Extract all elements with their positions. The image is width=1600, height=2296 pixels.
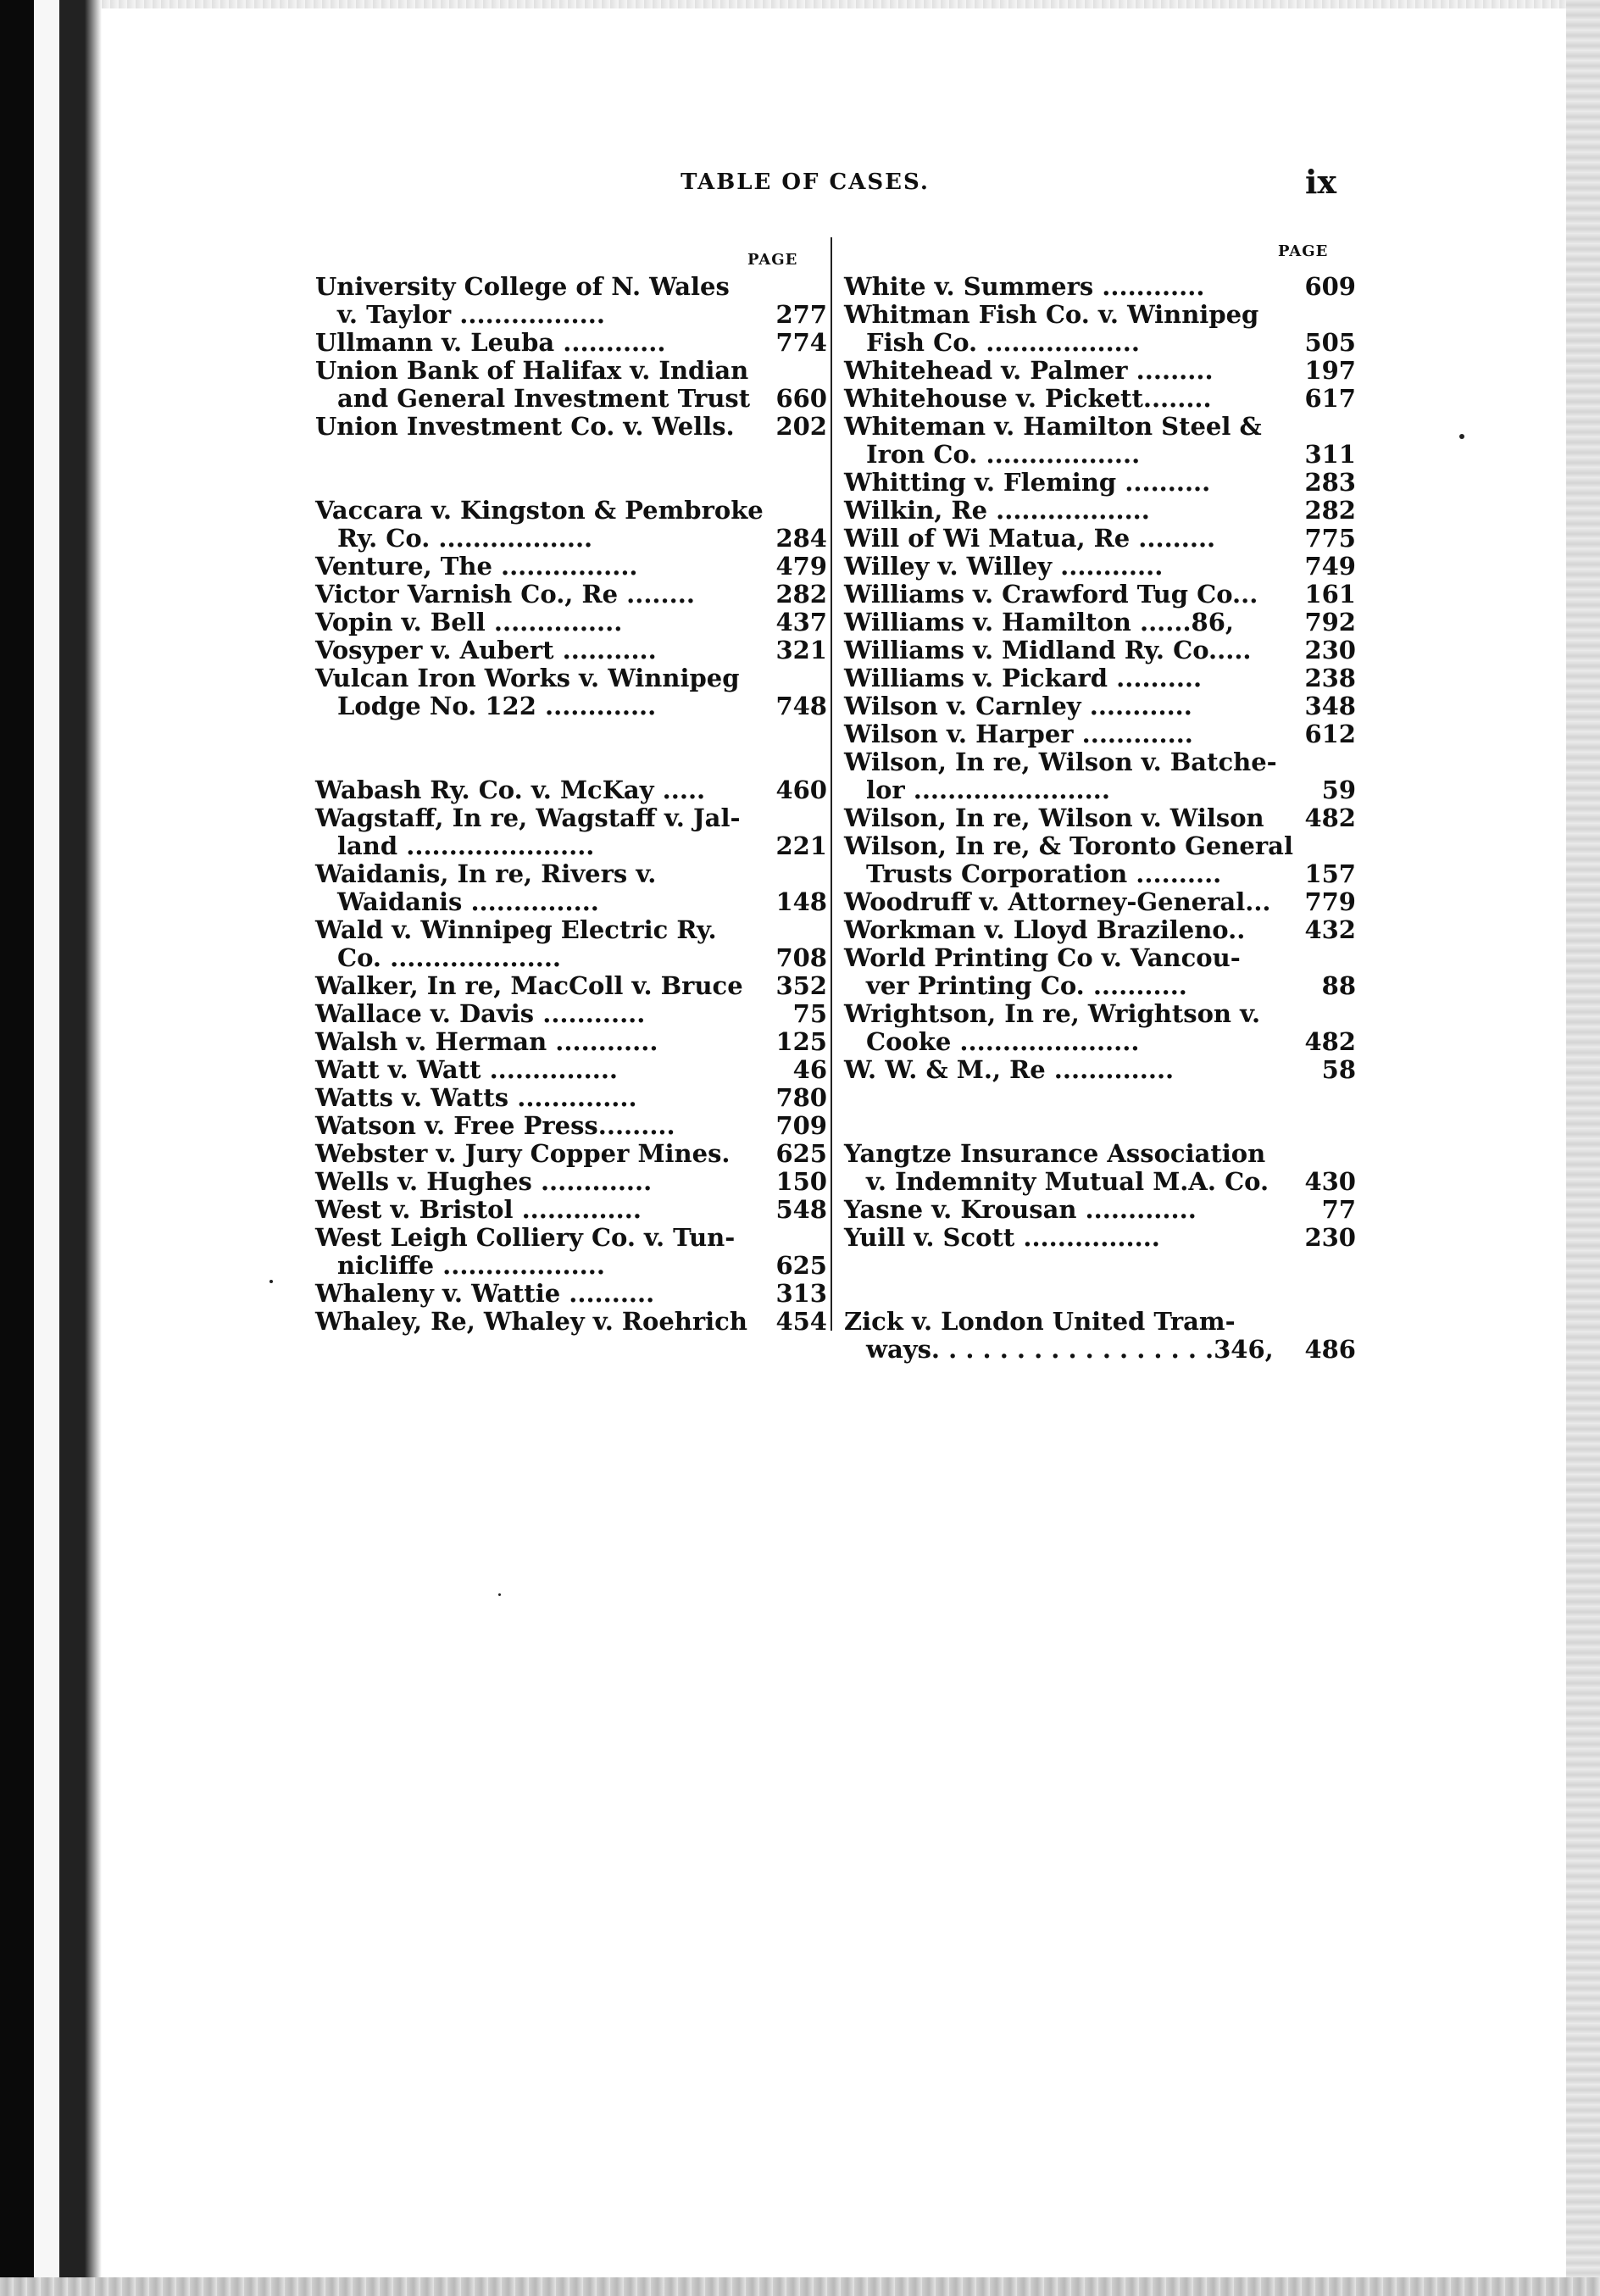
case-page-number: 482 — [1304, 1027, 1356, 1056]
case-entry — [315, 860, 827, 888]
case-name: Workman v. Lloyd Brazileno.. — [844, 915, 1246, 944]
case-entry — [844, 1308, 1356, 1336]
case-page-number: 88 — [1321, 971, 1356, 1000]
case-entry-continuation — [315, 888, 827, 916]
case-name: Webster v. Jury Copper Mines. — [315, 1139, 731, 1168]
case-name: Ullmann v. Leuba ............ — [315, 328, 666, 357]
case-entry — [844, 916, 1356, 944]
case-name: University College of N. Wales — [315, 272, 730, 301]
case-name: Waidanis, In re, Rivers v. — [315, 859, 657, 888]
case-page-number: 749 — [1304, 552, 1356, 581]
case-name: Williams v. Hamilton ......86, — [844, 608, 1235, 637]
case-page-number: 625 — [775, 1251, 827, 1280]
case-entry — [844, 748, 1356, 776]
case-name: nicliffe ................... — [337, 1251, 605, 1280]
case-page-number: 230 — [1304, 636, 1356, 664]
case-page-number: 230 — [1304, 1223, 1356, 1252]
case-page-number: 709 — [775, 1111, 827, 1140]
case-name: Watson v. Free Press......... — [315, 1111, 675, 1140]
case-entry — [844, 1056, 1356, 1084]
case-name: Wells v. Hughes ............. — [315, 1167, 653, 1196]
case-page-number: 150 — [775, 1167, 827, 1196]
case-name: Wallace v. Davis ............ — [315, 999, 646, 1028]
case-entry-continuation — [315, 944, 827, 972]
case-name: Whitehead v. Palmer ......... — [844, 356, 1214, 385]
case-name: Yuill v. Scott ................ — [844, 1223, 1160, 1252]
binding-edge-right — [1566, 0, 1600, 2296]
case-name: lor ....................... — [866, 776, 1110, 804]
case-name: Union Investment Co. v. Wells. — [315, 412, 735, 441]
scan-edge-top — [102, 0, 1566, 8]
case-name: Vopin v. Bell ............... — [315, 608, 623, 637]
case-entry — [844, 1000, 1356, 1028]
case-entry-continuation — [844, 329, 1356, 357]
case-page-number: 157 — [1304, 859, 1356, 888]
case-name: Yasne v. Krousan ............. — [844, 1195, 1197, 1224]
case-page-number: 348 — [1304, 692, 1356, 720]
case-entry — [844, 357, 1356, 385]
case-name: land ...................... — [337, 831, 595, 860]
case-page-number: 625 — [775, 1139, 827, 1168]
case-name: Cooke ..................... — [866, 1027, 1140, 1056]
case-entry — [315, 1308, 827, 1336]
case-name: Walsh v. Herman ............ — [315, 1027, 658, 1056]
case-page-number: 430 — [1304, 1167, 1356, 1196]
case-entry — [315, 1028, 827, 1056]
case-entry — [315, 637, 827, 664]
case-name: Wilson, In re, Wilson v. Wilson — [844, 803, 1264, 832]
case-entry — [315, 609, 827, 637]
case-name: Vaccara v. Kingston & Pembroke — [315, 496, 764, 525]
case-entry — [844, 497, 1356, 525]
scan-edge-bottom — [0, 2277, 1600, 2296]
case-name: West Leigh Colliery Co. v. Tun- — [315, 1223, 736, 1252]
case-name: Iron Co. .................. — [866, 440, 1141, 469]
case-name: Whitting v. Fleming .......... — [844, 468, 1211, 497]
entry-spacer — [844, 1252, 1356, 1280]
case-entry — [315, 1168, 827, 1196]
case-entry-continuation — [315, 1252, 827, 1280]
case-name: Lodge No. 122 ............. — [337, 692, 657, 720]
case-name: Whaley, Re, Whaley v. Roehrich — [315, 1307, 747, 1336]
case-page-number: 708 — [775, 943, 827, 972]
case-name: Vulcan Iron Works v. Winnipeg — [315, 664, 740, 692]
case-entry — [844, 413, 1356, 441]
case-entry — [315, 804, 827, 832]
case-name: Ry. Co. .................. — [337, 524, 593, 553]
case-entry — [315, 273, 827, 301]
case-name: Wilson, In re, Wilson v. Batche- — [844, 748, 1277, 776]
case-page-number: 311 — [1304, 440, 1356, 469]
case-page-number: 238 — [1304, 664, 1356, 692]
case-entry-continuation — [315, 832, 827, 860]
case-name: Trusts Corporation .......... — [866, 859, 1222, 888]
case-page-number: 197 — [1304, 356, 1356, 385]
case-entry — [315, 413, 827, 441]
case-name: Wagstaff, In re, Wagstaff v. Jal- — [315, 803, 741, 832]
case-page-number: 77 — [1321, 1195, 1356, 1224]
case-page-number: 482 — [1304, 803, 1356, 832]
case-name: Wilkin, Re .................. — [844, 496, 1150, 525]
page-column-label-left: PAGE — [747, 251, 798, 269]
case-name: Wilson, In re, & Toronto General — [844, 831, 1293, 860]
case-entry — [844, 888, 1356, 916]
case-page-number: 775 — [1304, 524, 1356, 553]
case-page-number: 75 — [792, 999, 827, 1028]
case-name: Whiteman v. Hamilton Steel & — [844, 412, 1262, 441]
entry-spacer — [844, 1280, 1356, 1308]
case-name: Union Bank of Halifax v. Indian — [315, 356, 749, 385]
right-column — [844, 273, 1356, 1364]
case-name: Williams v. Midland Ry. Co..... — [844, 636, 1252, 664]
case-name: Venture, The ................ — [315, 552, 638, 581]
case-page-number: 125 — [775, 1027, 827, 1056]
case-entry — [315, 1196, 827, 1224]
case-name: White v. Summers ............ — [844, 272, 1205, 301]
case-entry — [315, 497, 827, 525]
entry-spacer — [844, 1084, 1356, 1112]
case-name: Whitman Fish Co. v. Winnipeg — [844, 300, 1259, 329]
column-divider — [831, 237, 832, 1331]
case-page-number: 779 — [1304, 887, 1356, 916]
case-name: and General Investment Trust — [337, 384, 751, 413]
case-entry-continuation — [844, 1336, 1356, 1364]
case-name: Co. .................... — [337, 943, 562, 972]
binding-edge-left — [0, 0, 102, 2296]
case-page-number: 46 — [792, 1055, 827, 1084]
case-name: v. Taylor ................. — [337, 300, 605, 329]
case-page-number: 792 — [1304, 608, 1356, 637]
case-name: Wrightson, In re, Wrightson v. — [844, 999, 1261, 1028]
case-name: Walker, In re, MacColl v. Bruce — [315, 971, 743, 1000]
case-page-number: 202 — [775, 412, 827, 441]
case-entry — [844, 1140, 1356, 1168]
entry-spacer — [844, 1112, 1356, 1140]
entry-spacer — [315, 441, 827, 469]
case-entry-continuation — [844, 441, 1356, 469]
case-entry — [315, 664, 827, 692]
case-name: Williams v. Pickard .......... — [844, 664, 1203, 692]
case-page-number: 282 — [775, 580, 827, 609]
case-name: Watts v. Watts .............. — [315, 1083, 637, 1112]
case-page-number: 59 — [1321, 776, 1356, 804]
case-entry — [315, 357, 827, 385]
case-page-number: 660 — [775, 384, 827, 413]
case-name: Wilson v. Carnley ............ — [844, 692, 1192, 720]
case-name: World Printing Co v. Vancou- — [844, 943, 1241, 972]
case-page-number: 780 — [775, 1083, 827, 1112]
case-entry — [844, 469, 1356, 497]
case-entry — [315, 1280, 827, 1308]
case-name: ver Printing Co. ........... — [866, 971, 1187, 1000]
page-column-label-right: PAGE — [1278, 242, 1329, 260]
case-entry — [844, 1224, 1356, 1252]
case-entry-continuation — [315, 525, 827, 553]
case-page-number: 505 — [1304, 328, 1356, 357]
entry-spacer — [315, 469, 827, 497]
case-name: Waidanis ............... — [337, 887, 599, 916]
case-entry — [844, 637, 1356, 664]
case-entry-continuation — [315, 385, 827, 413]
case-page-number: 437 — [775, 608, 827, 637]
case-page-number: 161 — [1304, 580, 1356, 609]
entry-spacer — [315, 748, 827, 776]
case-page-number: 282 — [1304, 496, 1356, 525]
case-entry — [844, 1196, 1356, 1224]
case-entry — [844, 525, 1356, 553]
case-page-number: 313 — [775, 1279, 827, 1308]
case-name: v. Indemnity Mutual M.A. Co. — [866, 1167, 1269, 1196]
case-entry — [315, 1140, 827, 1168]
case-name: Vosyper v. Aubert ........... — [315, 636, 657, 664]
page-number: ix — [1305, 163, 1337, 201]
case-entry — [844, 804, 1356, 832]
case-entry — [844, 581, 1356, 609]
entry-spacer — [315, 720, 827, 748]
case-entry-continuation — [844, 1168, 1356, 1196]
case-entry — [315, 553, 827, 581]
case-name: W. W. & M., Re .............. — [844, 1055, 1175, 1084]
case-page-number: 352 — [775, 971, 827, 1000]
case-page-number: 479 — [775, 552, 827, 581]
case-name: Watt v. Watt ............... — [315, 1055, 619, 1084]
case-page-number: 221 — [775, 831, 827, 860]
case-name: Whaleny v. Wattie .......... — [315, 1279, 655, 1308]
case-entry — [844, 720, 1356, 748]
case-page-number: 748 — [775, 692, 827, 720]
case-entry — [844, 664, 1356, 692]
case-name: Willey v. Willey ............ — [844, 552, 1164, 581]
case-page-number: 277 — [775, 300, 827, 329]
case-entry — [315, 916, 827, 944]
case-page-number: 612 — [1304, 720, 1356, 748]
case-page-number: 617 — [1304, 384, 1356, 413]
case-page-number: 454 — [775, 1307, 827, 1336]
case-entry-continuation — [844, 860, 1356, 888]
case-name: Zick v. London United Tram- — [844, 1307, 1236, 1336]
case-name: Wilson v. Harper ............. — [844, 720, 1193, 748]
case-entry — [844, 609, 1356, 637]
case-entry-continuation — [844, 776, 1356, 804]
case-entry — [315, 1056, 827, 1084]
case-page-number: 58 — [1321, 1055, 1356, 1084]
case-name: Whitehouse v. Pickett........ — [844, 384, 1212, 413]
case-page-number: 774 — [775, 328, 827, 357]
left-column — [315, 273, 827, 1336]
case-page-number: 321 — [775, 636, 827, 664]
case-entry — [844, 944, 1356, 972]
case-name: ways. . . . . . . . . . . . . . . . .346, — [866, 1335, 1274, 1364]
case-name: Williams v. Crawford Tug Co... — [844, 580, 1258, 609]
case-entry — [315, 776, 827, 804]
case-entry — [844, 832, 1356, 860]
ink-speck — [1459, 434, 1464, 439]
case-entry — [315, 329, 827, 357]
case-page-number: 283 — [1304, 468, 1356, 497]
case-entry — [315, 1224, 827, 1252]
case-entry — [844, 301, 1356, 329]
case-name: Yangtze Insurance Association — [844, 1139, 1266, 1168]
case-entry — [844, 692, 1356, 720]
case-entry-continuation — [844, 1028, 1356, 1056]
case-page-number: 432 — [1304, 915, 1356, 944]
case-name: Will of Wi Matua, Re ......... — [844, 524, 1216, 553]
case-entry — [315, 972, 827, 1000]
case-name: Victor Varnish Co., Re ........ — [315, 580, 695, 609]
case-entry-continuation — [315, 301, 827, 329]
case-name: Woodruff v. Attorney-General... — [844, 887, 1271, 916]
case-page-number: 284 — [775, 524, 827, 553]
case-page-number: 548 — [775, 1195, 827, 1224]
case-name: Wabash Ry. Co. v. McKay ..... — [315, 776, 706, 804]
case-entry — [315, 1084, 827, 1112]
case-name: West v. Bristol .............. — [315, 1195, 642, 1224]
case-name: Fish Co. .................. — [866, 328, 1140, 357]
ink-speck — [498, 1593, 501, 1596]
case-page-number: 460 — [775, 776, 827, 804]
ink-speck — [269, 1280, 273, 1283]
case-entry — [844, 385, 1356, 413]
case-entry — [844, 553, 1356, 581]
case-entry — [315, 581, 827, 609]
case-entry-continuation — [315, 692, 827, 720]
case-entry — [315, 1000, 827, 1028]
case-entry — [315, 1112, 827, 1140]
case-page-number: 148 — [775, 887, 827, 916]
page-title: TABLE OF CASES. — [681, 170, 930, 195]
case-page-number: 486 — [1304, 1335, 1356, 1364]
case-entry — [844, 273, 1356, 301]
case-name: Wald v. Winnipeg Electric Ry. — [315, 915, 717, 944]
case-entry-continuation — [844, 972, 1356, 1000]
case-page-number: 609 — [1304, 272, 1356, 301]
